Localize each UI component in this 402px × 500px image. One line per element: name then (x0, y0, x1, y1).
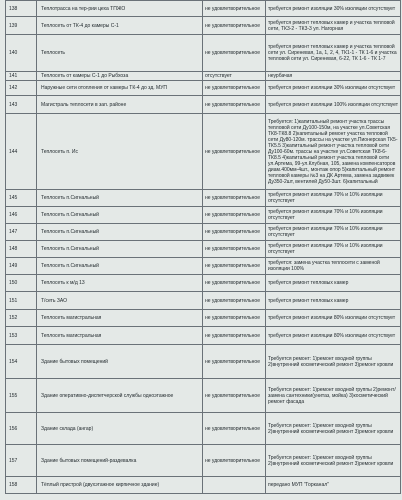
notes: неурбачая (266, 72, 401, 81)
notes: требуется ремонт тепловых камер (266, 292, 401, 310)
notes: требуется ремонт тепловых камер (266, 275, 401, 292)
notes: требуется ремонт изоляции 80% изоляции отсутствует (266, 327, 401, 345)
row-number: 141 (6, 72, 37, 81)
notes: требуется ремонт тепловых камер и участка тепловой сети, ТК3-2 - ТК3-3 ул. Нагорная (266, 17, 401, 35)
notes: требуется ремонт изоляции 100% изоляции отсутствует (266, 96, 401, 114)
object-name: Теплосеть от камеры С-1 до Рыбхоза (37, 72, 203, 81)
condition: не удовлетворительное (203, 345, 266, 379)
table-row (6, 413, 401, 445)
row-number: 138 (6, 1, 37, 17)
condition: не удовлетворительное (203, 258, 266, 275)
row-number: 139 (6, 17, 37, 35)
condition: не удовлетворительное (203, 445, 266, 477)
row-number: 158 (6, 477, 37, 494)
table-row (6, 292, 401, 310)
condition: не удовлетворительное (203, 275, 266, 292)
row-number: 155 (6, 379, 37, 413)
table-row (6, 207, 401, 224)
notes: Требуется ремонт: 1)ремонт входной группы 2)внутренний косметический ремонт 3)ремонт кровли (266, 445, 401, 477)
condition: не удовлетворительное (203, 35, 266, 72)
table-row (6, 241, 401, 258)
table-row (6, 224, 401, 241)
object-name: Теплосеть п.Сигнальный (37, 241, 203, 258)
notes: Требуется ремонт: 1)ремонт входной группы 2)внутренний косметический ремонт 3)ремонт кровли (266, 413, 401, 445)
notes: требуется ремонт тепловых камер и участка тепловой сети ул. Сиреневая, 1а, 1, 2, 4, ТК1-1 - ТК 1-6 и участка тепловой сети ул. Сиреневая, 6-22, ТК 1-6 - ТК 1-7 (266, 35, 401, 72)
notes: Требуется ремонт: 1)ремонт входной группы 2)ремонт/замена сантехники(унитаз, мойка) 3)косметический ремонт фасада (266, 379, 401, 413)
notes: передано МУП "Горканал" (266, 477, 401, 494)
table-row (6, 114, 401, 190)
object-name: Теплотрасса на тер-рии цеха ТПЖО (37, 1, 203, 17)
notes: требуется ремонт изоляции 30% изоляции отсутствует (266, 1, 401, 17)
notes: требуется ремонт изоляции 70% и 10% изоляции отсутствует (266, 190, 401, 207)
object-name: Тёплый пристрой (двухэтажное кирпичное здание) (37, 477, 203, 494)
object-name: Теплосеть п.Сигнальный (37, 207, 203, 224)
condition: не удовлетворительное (203, 310, 266, 327)
object-name: Теплосеть п.Сигнальный (37, 190, 203, 207)
row-number: 142 (6, 81, 37, 96)
table-row (6, 17, 401, 35)
table-row (6, 190, 401, 207)
row-number: 147 (6, 224, 37, 241)
row-number: 153 (6, 327, 37, 345)
table-row (6, 96, 401, 114)
row-number: 150 (6, 275, 37, 292)
table-row (6, 379, 401, 413)
condition: не удовлетворительное (203, 96, 266, 114)
notes: Требуется: 1)капитальный ремонт участка трассы тепловой сети Ду100-150м, на участке ул.Советская ТК8-ТК8.8 2)капитальный ремонт участка тепловой сети Ду80-120м. трассы на участке ул.Пионерская ТК5-ТК5.5 3)капитальный ремонт участка тепловой сети Ду100-60м. трассы на участке ул.Советская ТК8-6-ТК8.5 4)капитальный ремонт участка тепловой сети ул.Артема, 99-ул.Клубная, 105, замена компенсаторов диам.400мм-4шт., монтаж опор 5)капитальный ремонт тепловой камеры №3 на ДК Артема, замена задвижек Ду350-2шт, вентилей Ду50-3шт. 6)капитальный (266, 114, 401, 190)
notes: требуется: замена участка теплосети с заменой изоляции 100% (266, 258, 401, 275)
table-row (6, 1, 401, 17)
object-name: Здание бытовых помещений (37, 345, 203, 379)
table-row (6, 445, 401, 477)
row-number: 144 (6, 114, 37, 190)
row-number: 148 (6, 241, 37, 258)
object-name: Теплосеть к м/д 13 (37, 275, 203, 292)
condition: не удовлетворительное (203, 224, 266, 241)
row-number: 145 (6, 190, 37, 207)
condition: не удовлетворительное (203, 81, 266, 96)
notes: требуется ремонт изоляции 80% изоляции отсутствует (266, 310, 401, 327)
object-name: Теплосеть п.Сигнальный (37, 258, 203, 275)
table-row (6, 275, 401, 292)
condition: не удовлетворительное (203, 190, 266, 207)
row-number: 140 (6, 35, 37, 72)
row-number: 156 (6, 413, 37, 445)
object-name: Теплосеть магистральная (37, 327, 203, 345)
object-name: Наружные сети отопления от камеры ТК-4 до зд. МУП (37, 81, 203, 96)
row-number: 149 (6, 258, 37, 275)
condition: не удовлетворительное (203, 17, 266, 35)
object-name: Теплосеть от ТК-4 до камеры С-1 (37, 17, 203, 35)
row-number: 154 (6, 345, 37, 379)
notes: требуется ремонт изоляции 70% и 10% изоляции отсутствует (266, 224, 401, 241)
object-name: Теплосеть п.Сигнальный (37, 224, 203, 241)
object-name: Здание бытовых помещений-раздевалка (37, 445, 203, 477)
table-row (6, 35, 401, 72)
condition: не удовлетворительное (203, 292, 266, 310)
assets-table (5, 0, 401, 494)
table-row (6, 310, 401, 327)
condition: не удовлетворительное (203, 241, 266, 258)
row-number: 157 (6, 445, 37, 477)
object-name: Здание склада (ангар) (37, 413, 203, 445)
object-name: Теплосеть (37, 35, 203, 72)
table-row (6, 327, 401, 345)
object-name: Теплосеть магистральная (37, 310, 203, 327)
condition: не удовлетворительное (203, 1, 266, 17)
object-name: Здание оперативно-диспетчерской службы одноэтажное (37, 379, 203, 413)
notes: требуется ремонт изоляции 30% изоляции отсутствует (266, 81, 401, 96)
row-number: 151 (6, 292, 37, 310)
table-row (6, 258, 401, 275)
notes: Требуется ремонт: 1)ремонт входной группы 2)внутренний косметический ремонт 3)ремонт кровли (266, 345, 401, 379)
object-name: Магистраль теплосети в зап. районе (37, 96, 203, 114)
row-number: 152 (6, 310, 37, 327)
object-name: Т/сеть ЗАО (37, 292, 203, 310)
condition: отсутствует (203, 72, 266, 81)
condition: не удовлетворительное (203, 207, 266, 224)
notes: требуется ремонт изоляции 70% и 10% изоляции отсутствует (266, 207, 401, 224)
row-number: 143 (6, 96, 37, 114)
notes: требуется ремонт изоляции 70% и 10% изоляции отсутствует (266, 241, 401, 258)
condition: не удовлетворительное (203, 379, 266, 413)
condition: не удовлетворительное (203, 114, 266, 190)
table-row (6, 345, 401, 379)
condition: не удовлетворительное (203, 413, 266, 445)
table-row (6, 72, 401, 81)
table-row (6, 81, 401, 96)
table-row (6, 477, 401, 494)
row-number: 146 (6, 207, 37, 224)
condition (203, 477, 266, 494)
condition: не удовлетворительное (203, 327, 266, 345)
object-name: Теплосеть п. Ис (37, 114, 203, 190)
